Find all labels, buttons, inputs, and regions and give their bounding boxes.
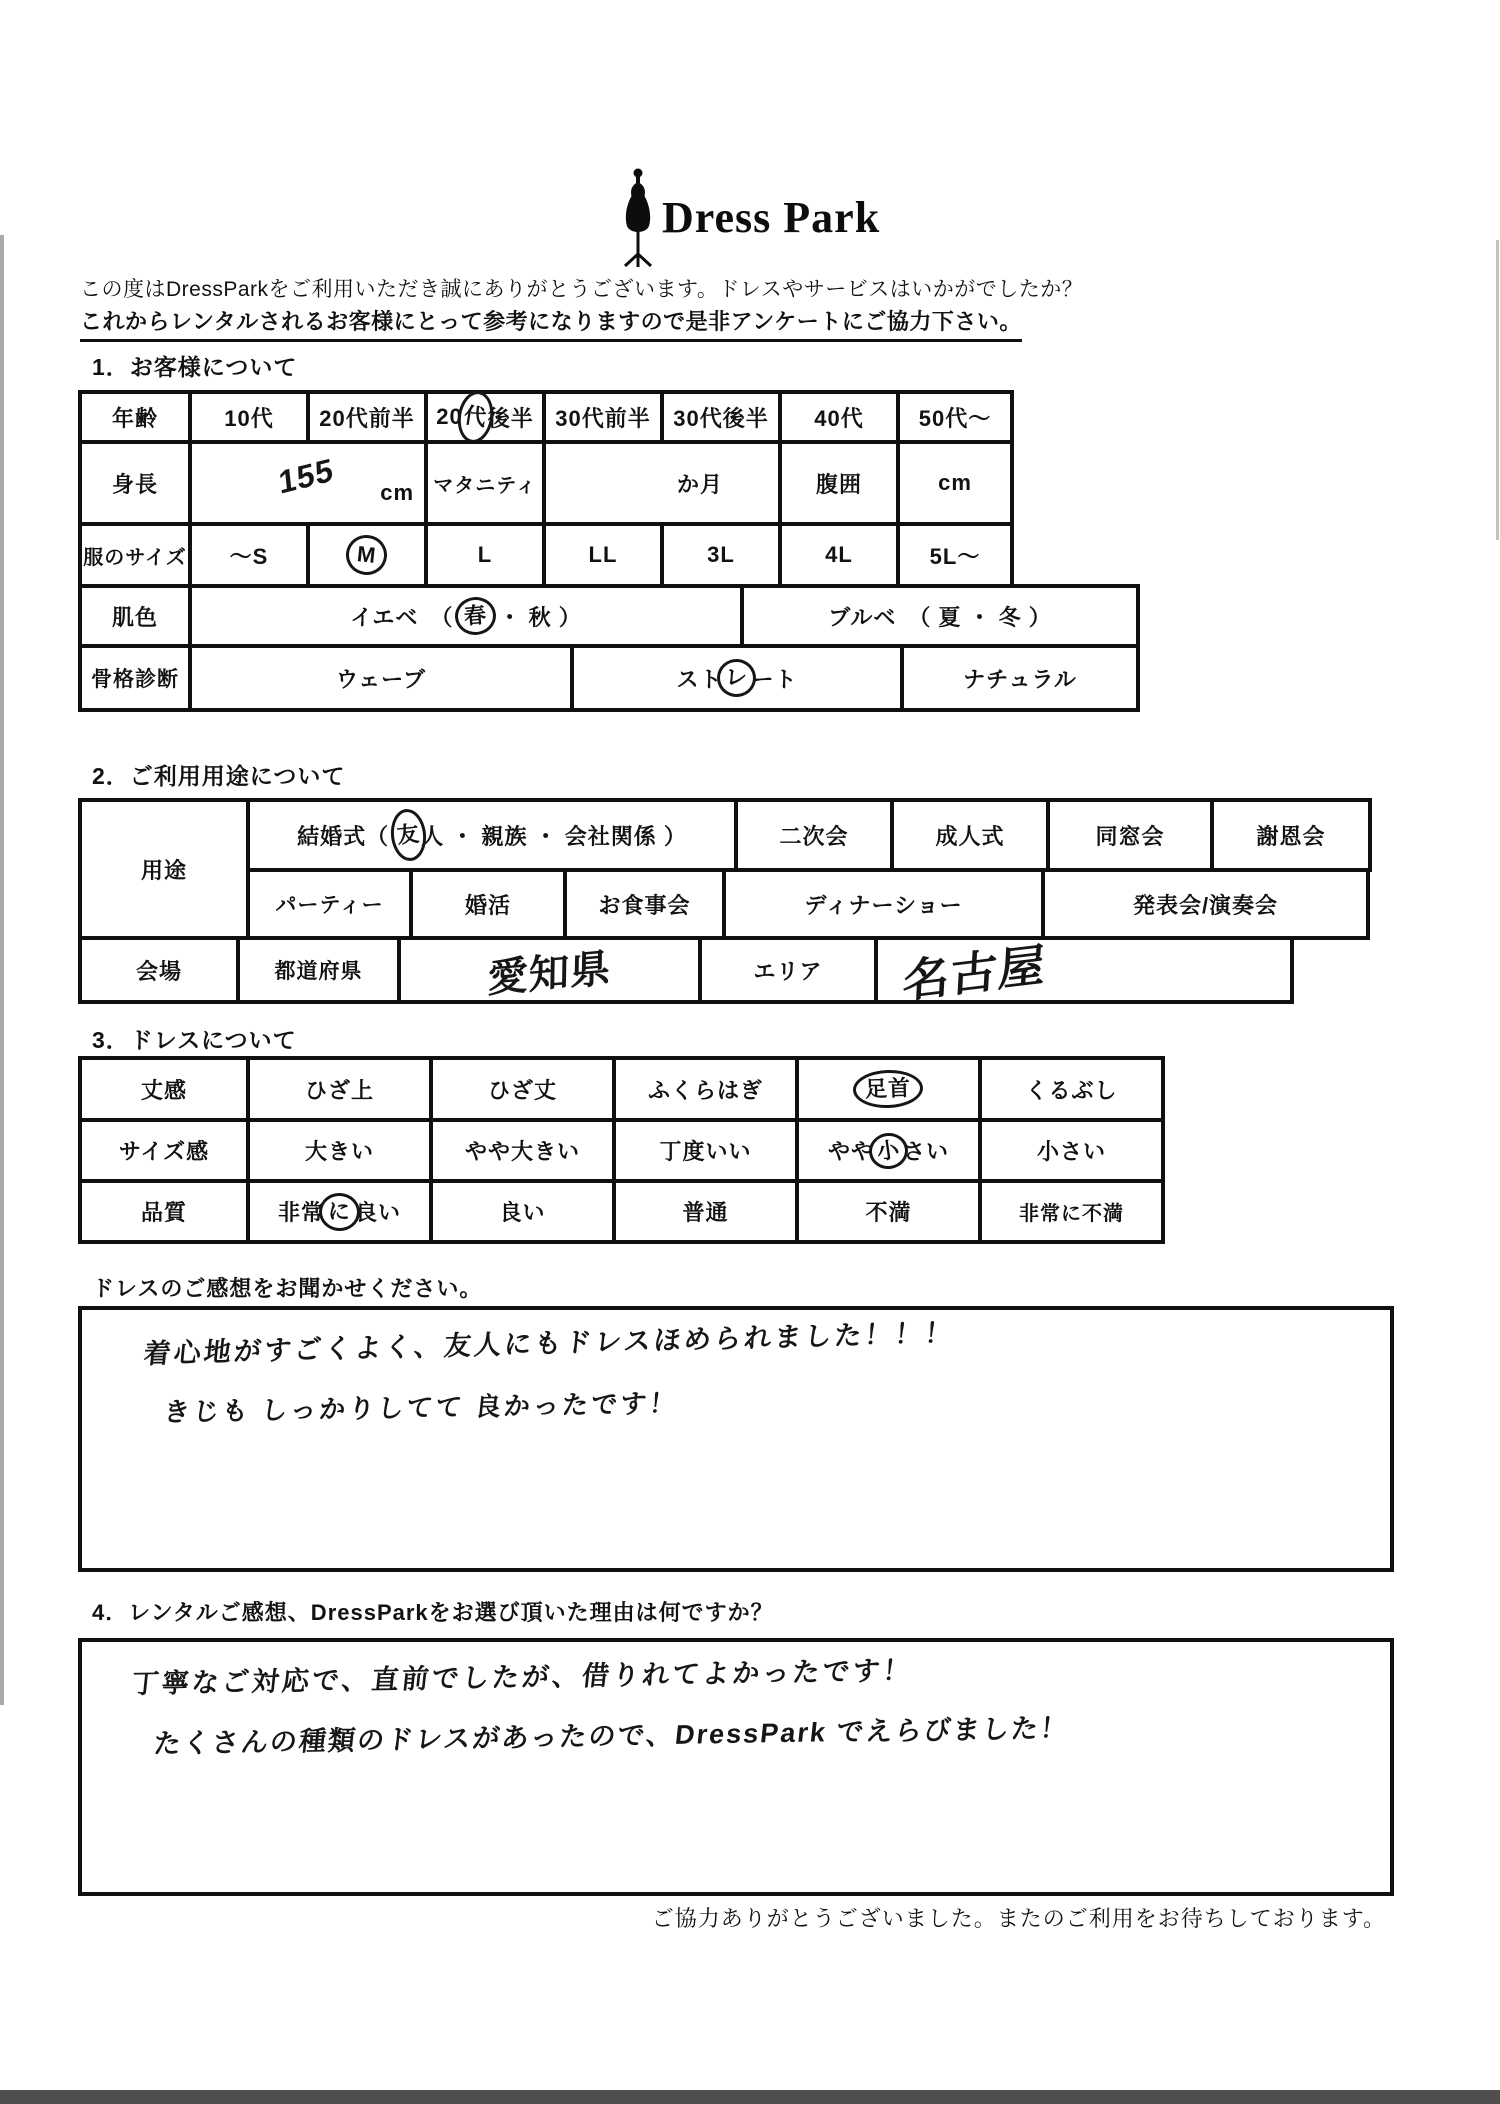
- age-label: 年齢: [78, 390, 192, 444]
- usage-row-a: [246, 798, 1372, 872]
- size-option-l: L: [424, 522, 546, 588]
- scan-artifact-bottom-bar: [0, 2090, 1500, 2104]
- wedding-pre: 結婚式（: [297, 823, 397, 849]
- skin-warm-post: ・ 秋 ）: [491, 604, 582, 630]
- wedding-post: 人 ・ 親族 ・ 会社関係 ）: [421, 823, 687, 849]
- frame-straight-circled: レ: [724, 664, 750, 691]
- dress-table: [78, 1056, 1165, 1244]
- venue-row: [78, 936, 1294, 1008]
- usage-option-dinner: お食事会: [563, 868, 726, 940]
- girth-label: 腹囲: [778, 440, 900, 526]
- frame-diagnosis-row: [78, 644, 1140, 712]
- usage-option-konkatsu: 婚活: [409, 868, 567, 940]
- usage-option-dinner-show: ディナーショー: [722, 868, 1045, 940]
- scan-artifact-left-edge: [0, 235, 4, 1705]
- height-unit: cm: [380, 480, 414, 505]
- area-handwritten-value: 名古屋: [901, 938, 1048, 1008]
- usage-rows: [246, 798, 1372, 940]
- prefecture-value-cell: [397, 936, 702, 1004]
- venue-label: 会場: [78, 936, 240, 1004]
- maternity-months-cell: か月: [542, 440, 782, 526]
- length-option-knee: ひざ丈: [429, 1056, 616, 1122]
- dress-comment-line2: きじも しっかりしてて 良かったです！: [162, 1388, 680, 1427]
- intro-thanks-text: この度はDressParkをご利用いただき誠にありがとうございます。ドレスやサービスはいかがでしたか？: [80, 278, 1084, 301]
- frame-option-natural: ナチュラル: [900, 644, 1140, 712]
- handdrawn-circle-size: [344, 533, 389, 577]
- usage-option-recital: 発表会/演奏会: [1041, 868, 1370, 940]
- quality-very-good-post: 良い: [355, 1200, 402, 1225]
- dress-comment-line1: 着心地がすごくよく、友人にもドレスほめられました！！！: [142, 1317, 957, 1369]
- skin-option-cool: ブルベ （ 夏 ・ 冬 ）: [740, 584, 1140, 648]
- height-value-cell: [188, 440, 428, 526]
- prefecture-label: 都道府県: [236, 936, 401, 1004]
- frame-option-straight: [570, 644, 904, 712]
- area-label: エリア: [698, 936, 878, 1004]
- fit-option-big: 大きい: [246, 1118, 433, 1183]
- quality-very-good-pre: 非常: [277, 1200, 324, 1225]
- maternity-label: マタニティ: [424, 440, 546, 526]
- customer-table: [78, 390, 1140, 712]
- section1-heading: 1．お客様について: [92, 354, 298, 380]
- age-option-40s: 40代: [778, 390, 900, 444]
- age-option-30s-early: 30代前半: [542, 390, 664, 444]
- age-option-30s-late: 30代後半: [660, 390, 782, 444]
- skin-label: 肌色: [78, 584, 192, 648]
- quality-option-very-good: [246, 1179, 433, 1244]
- size-option-m-circled: M: [356, 541, 378, 568]
- height-label: 身長: [78, 440, 192, 526]
- usage-option-coming-of-age: 成人式: [890, 798, 1050, 872]
- quality-row: [78, 1179, 1165, 1244]
- usage-row-b: [246, 868, 1372, 940]
- age-option-20s-late-post: 後半: [487, 405, 534, 431]
- fit-label: サイズ感: [78, 1118, 250, 1183]
- quality-option-very-unsatisfied: 非常に不満: [978, 1179, 1165, 1244]
- handdrawn-circle-length: [853, 1069, 924, 1109]
- size-option-4l: 4L: [778, 522, 900, 588]
- section3-heading: 3．ドレスについて: [92, 1027, 297, 1053]
- usage-option-reunion: 同窓会: [1046, 798, 1214, 872]
- frame-straight-pre: スト: [676, 666, 723, 692]
- rental-comment-line1: 丁寧なご対応で、直前でしたが、借りれてよかったです！: [130, 1655, 915, 1699]
- dress-form-icon: [620, 168, 656, 268]
- area-value-cell: [874, 936, 1294, 1008]
- age-option-20s-late-pre: 20: [436, 404, 463, 429]
- length-row: [78, 1056, 1165, 1122]
- fit-option-slightly-big: やや大きい: [429, 1118, 616, 1183]
- age-option-20s-late: [424, 390, 546, 444]
- height-handwritten-value: 155: [276, 451, 336, 501]
- usage-table: [78, 798, 1372, 940]
- length-option-calf: ふくらはぎ: [612, 1056, 799, 1122]
- age-option-20s-late-circled: 代: [461, 402, 489, 431]
- quality-label: 品質: [78, 1179, 250, 1244]
- frame-straight-post: ート: [751, 666, 798, 692]
- length-option-above-knee: ひざ上: [246, 1056, 433, 1122]
- age-row: [78, 390, 1014, 444]
- prefecture-handwritten-value: 愛知県: [487, 946, 612, 1001]
- frame-label: 骨格診断: [78, 644, 192, 712]
- usage-option-afterparty: 二次会: [734, 798, 894, 872]
- size-option-s: ～S: [188, 522, 310, 588]
- length-label: 丈感: [78, 1056, 250, 1122]
- quality-very-good-circled: に: [327, 1197, 352, 1225]
- wedding-circled: 友: [395, 820, 422, 849]
- usage-option-party: パーティー: [246, 868, 413, 940]
- size-option-5l: 5L～: [896, 522, 1014, 588]
- length-ankle-circled: 足首: [865, 1075, 912, 1102]
- size-option-ll: LL: [542, 522, 664, 588]
- fit-small-circled: 小: [875, 1136, 902, 1164]
- brand-logo-text: Dress Park: [662, 193, 881, 242]
- quality-option-good: 良い: [429, 1179, 616, 1244]
- size-option-3l: 3L: [660, 522, 782, 588]
- size-label: 服のサイズ: [78, 522, 192, 588]
- skin-warm-circled: 春: [463, 602, 489, 629]
- section4-heading: 4．レンタルご感想、DressParkをお選び頂いた理由は何ですか？: [92, 1600, 774, 1625]
- intro-request-text: これからレンタルされるお客様にとって参考になりますので是非アンケートにご協力下さい。: [80, 305, 1022, 342]
- clothing-size-row: [78, 522, 1014, 588]
- scan-artifact-right-edge: [1496, 240, 1499, 540]
- fit-small-pre: やや: [827, 1139, 874, 1164]
- quality-option-unsatisfied: 不満: [795, 1179, 982, 1244]
- skin-tone-row: [78, 584, 1140, 648]
- rental-comment-line2: たくさんの種類のドレスがあったので、DressPark でえらびました！: [152, 1713, 1071, 1759]
- quality-option-normal: 普通: [612, 1179, 799, 1244]
- frame-option-wave: ウェーブ: [188, 644, 574, 712]
- skin-option-warm: [188, 584, 744, 648]
- fit-row: [78, 1118, 1165, 1183]
- fit-small-post: さい: [903, 1139, 950, 1164]
- fit-option-small: 小さい: [978, 1118, 1165, 1183]
- usage-option-wedding: [246, 798, 738, 872]
- rental-comment-box: [78, 1638, 1394, 1896]
- age-option-10s: 10代: [188, 390, 310, 444]
- girth-unit-cell: cm: [896, 440, 1014, 526]
- length-option-ankle: [795, 1056, 982, 1122]
- height-row: [78, 440, 1014, 526]
- dress-comment-box: [78, 1306, 1394, 1572]
- fit-option-slightly-small: [795, 1118, 982, 1183]
- age-option-50s: 50代～: [896, 390, 1014, 444]
- handdrawn-circle-age: [454, 389, 497, 446]
- usage-option-thanks-party: 謝恩会: [1210, 798, 1372, 872]
- footer-thanks-text: ご協力ありがとうございました。またのご利用をお待ちしております。: [651, 1906, 1386, 1931]
- handdrawn-circle-wedding: [389, 807, 429, 862]
- section2-heading: 2．ご利用用途について: [92, 763, 346, 789]
- skin-warm-pre: イエベ （: [350, 604, 461, 630]
- size-option-m: [306, 522, 428, 588]
- venue-table: [78, 936, 1294, 1008]
- usage-label: 用途: [78, 798, 250, 940]
- fit-option-just-right: 丁度いい: [612, 1118, 799, 1183]
- length-option-anklebone: くるぶし: [978, 1056, 1165, 1122]
- dress-comment-label: ドレスのご感想をお聞かせください。: [92, 1276, 483, 1301]
- age-option-20s-early: 20代前半: [306, 390, 428, 444]
